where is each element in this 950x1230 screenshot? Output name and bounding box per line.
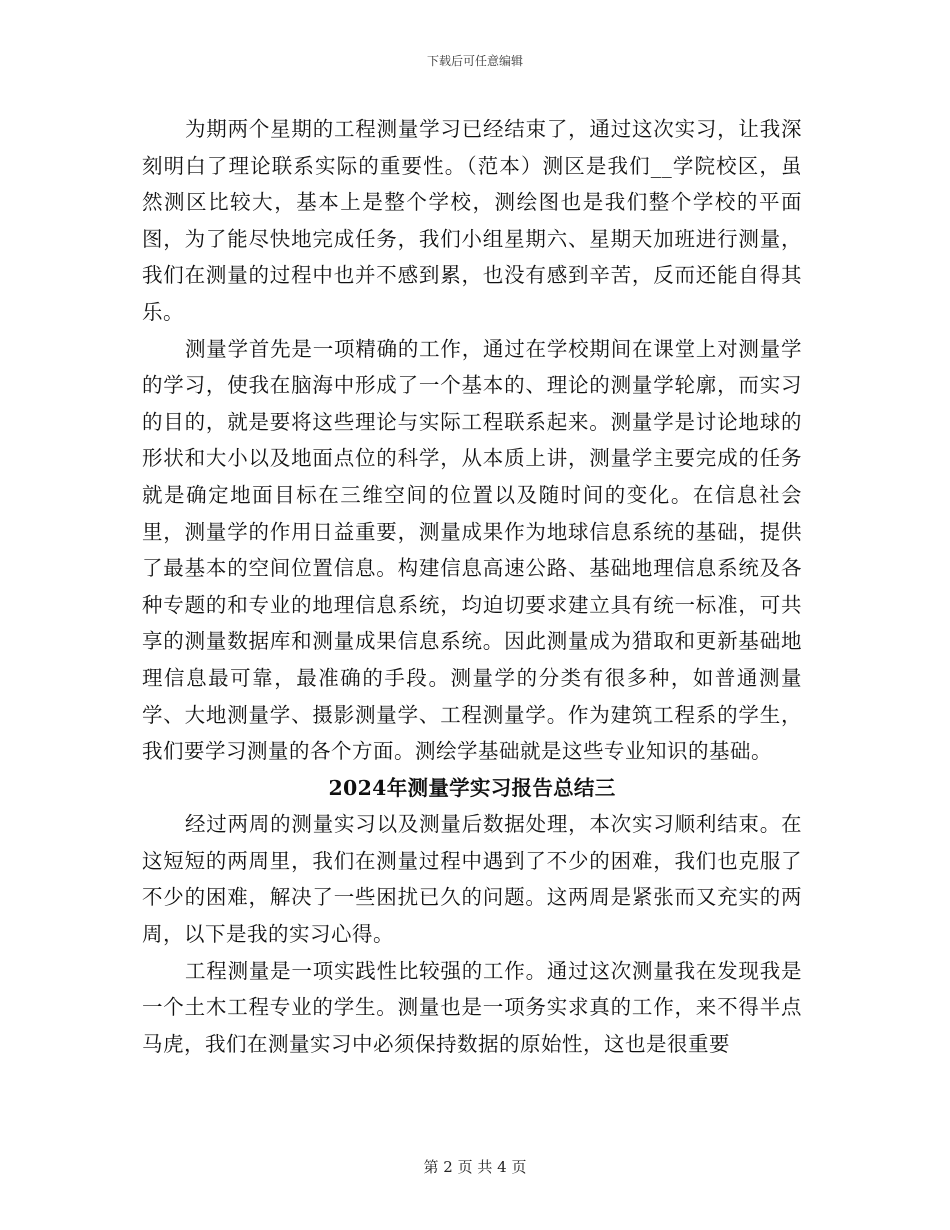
document-body bbox=[142, 111, 802, 1062]
paragraph-4: 工程测量是一项实践性比较强的工作。通过这次测量我在发现我是一个土木工程专业的学生。测量也是一项务实求真的工作，来不得半点马虎，我们在测量实习中必须保持数据的原始性，这也是很重要 bbox=[142, 958, 802, 1056]
paragraph-2: 测量学首先是一项精确的工作，通过在学校期间在课堂上对测量学的学习，使我在脑海中形成了一个基本的、理论的测量学轮廓，而实习的目的，就是要将这些理论与实际工程联系起来。测量学是讨论地球的形状和大小以及地面点位的科学，从本质上讲，测量学主要完成的任务就是确定地面目标在三维空间的位置以及随时间的变化。在信息社会里，测量学的作用日益重要，测量成果作为地球信息系统的基础，提供了最基本的空间位置信息。构建信息高速公路、基础地理信息系统及各种专题的和专业的地理信息系统，均迫切要求建立具有统一标准，可共享的测量数据库和测量成果信息系统。因此测量成为猎取和更新基础地理信息最可靠，最准确的手段。测量学的分类有很多种，如普通测量学、大地测量学、摄影测量学、工程测量学。作为建筑工程系的学生，我们要学习测量的各个方面。测绘学基础就是这些专业知识的基础。 bbox=[142, 336, 802, 764]
paragraph-1: 为期两个星期的工程测量学习已经结束了，通过这次实习，让我深刻明白了理论联系实际的重要性。（范本）测区是我们__学院校区，虽然测区比较大，基本上是整个学校，测绘图也是我们整个学校的平面图，为了能尽快地完成任务，我们小组星期六、星期天加班进行测量，我们在测量的过程中也并不感到累，也没有感到辛苦，反而还能自得其乐。 bbox=[142, 117, 802, 324]
paragraph-3: 经过两周的测量实习以及测量后数据处理，本次实习顺利结束。在这短短的两周里，我们在测量过程中遇到了不少的困难，我们也克服了不少的困难，解决了一些困扰已久的问题。这两周是紧张而又充实的两周，以下是我的实习心得。 bbox=[142, 812, 802, 947]
header-note: 下载后可任意编辑 bbox=[426, 54, 523, 68]
page-number-footer: 第 2 页 共 4 页 bbox=[423, 1158, 527, 1176]
section-title: 2024年测量学实习报告总结三 bbox=[328, 775, 616, 800]
